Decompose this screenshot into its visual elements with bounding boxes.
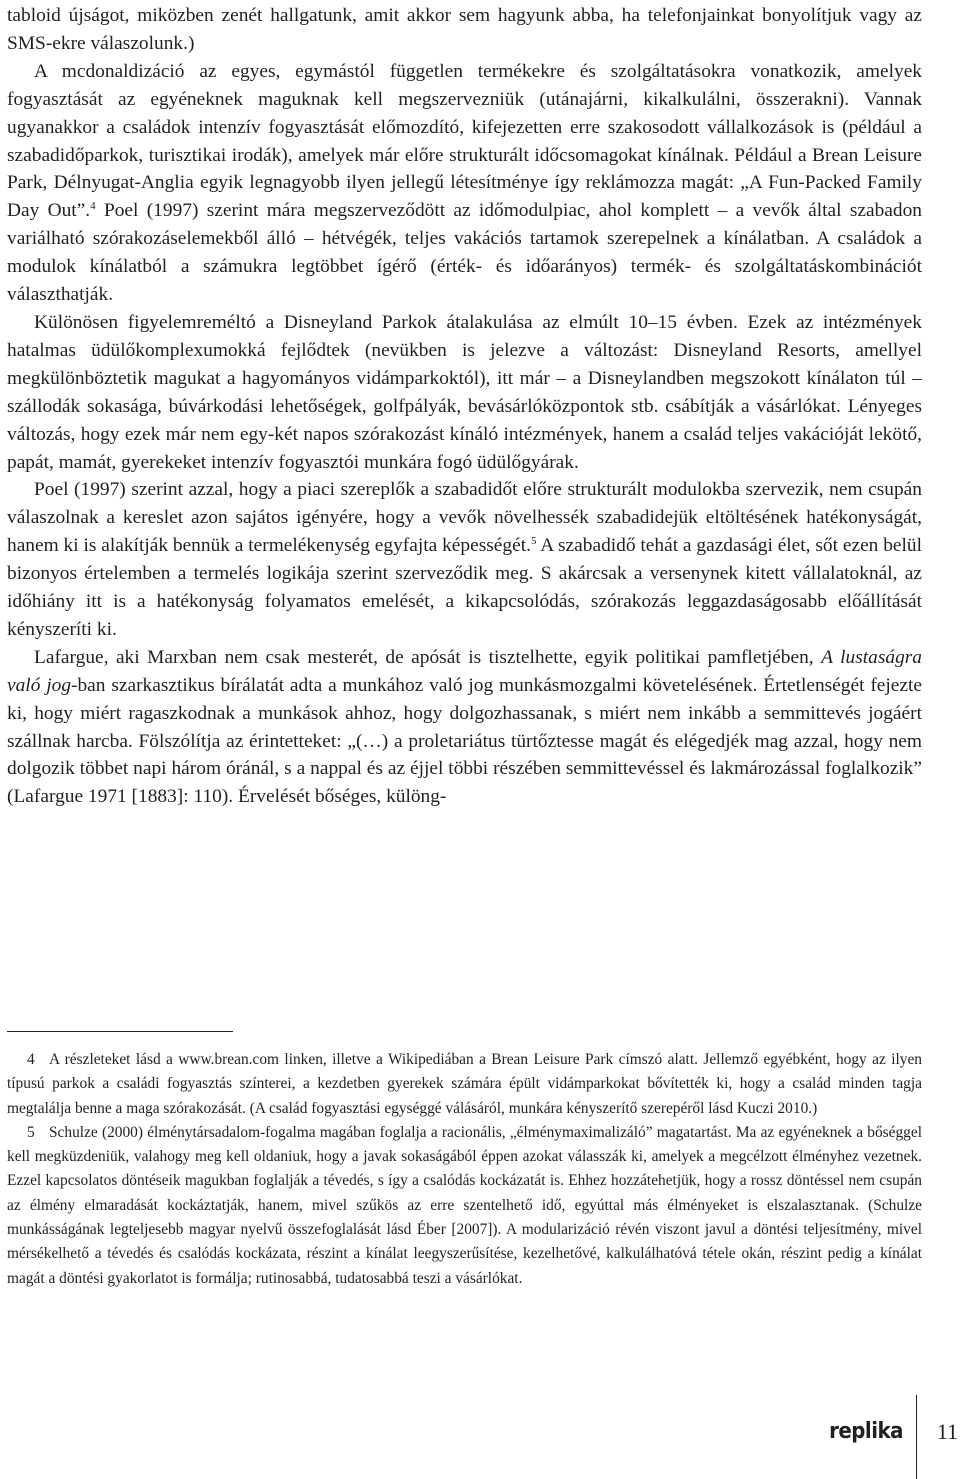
paragraph-4 [7, 476, 922, 643]
paragraph-2-continued: Poel (1997) szerint mára megszerveződött az időmodulpiac, ahol komplett – a vevők által szabadon variálható szórakozáselemekből álló – hétvégék, teljes vakációs tartamok szerepelnek a kínálatban. A családok a modulok kínálatból a számukra legtöbbet ígérő (érték- és időarányos) termék- és szolgáltatáskombinációt választhatják. [7, 200, 922, 306]
footnote-5-text: Schulze (2000) élménytársadalom-fogalma magában foglalja a racionális, „élménymaximalizáló” magatartást. Ma az egyéneknek a bőséggel kell megküzdeniük, valahogy meg kell oldaniuk, hogy a javak sokaságából éppen azokat válasszák ki, amelyek a megcélzott élményhez vezetnek. Ezzel kapcsolatos döntéseik magukban foglalják a tévedés, s így a csalódás kockázatát is. Ehhez hozzátehetjük, hogy a rossz döntéssel nem csupán az élmény elmaradását kockáztatják, hanem, mivel szűkös az erre szentelhető idő, egyúttal más élményeket is elszalasztanak. (Schulze munkásságának legteljesebb magyar nyelvű összefoglalását lásd Éber [2007]). A modularizáció révén viszont javul a döntési teljesítmény, mivel mérsékelhető a tévedés és csalódás kockázata, részint a kínálat leegyszerűsítése, kezelhetővé, kalkulálhatóvá tétele okán, részint pedig a kínálat magát a döntési gyakorlatot is formálja; rutinosabbá, tudatosabbá teszi a vásárlókat. [7, 1123, 922, 1287]
footnote-separator [7, 1031, 233, 1032]
paragraph-4-text: Poel (1997) szerint azzal, hogy a piaci szereplők a szabadidőt előre strukturált modulokba szervezik, nem csupán válaszolnak a kereslet azon sajátos igényére, hogy a vevők növelhessék szabadidejük eltöltésének hatékonyságát, hanem ki is alakítják bennük a termelékenység egyfajta képességét. [7, 479, 922, 557]
footnote-ref-5[interactable]: 5 [530, 535, 537, 548]
page-footer [820, 1395, 960, 1479]
footer-divider [916, 1395, 917, 1479]
paragraph-3: Különösen figyelemreméltó a Disneyland Parkok átalakulása az elmúlt 10–15 évben. Ezek az intézmények hatalmas üdülőkomplexumokká fejlődtek (nevükben is jelezve a változást: Disneyland Resorts, amellyel megkülönböztetik magukat a hagyományos vidámparkoktól), itt már – a Disneylandben megszokott kínálaton túl – szállodák sokasága, búvárkodási lehetőségek, golfpályák, bevásárlóközpontok stb. csábítják a vásárlókat. Lényeges változás, hogy ezek már nem egy-két napos szórakozást kínáló intézmények, hanem a család teljes vakációját lekötő, papát, mamát, gyerekeket intenzív fogyasztói munkára fogó üdülőgyárak. [7, 311, 922, 473]
paragraph-2 [7, 58, 922, 309]
paragraph-5 [7, 644, 922, 811]
paragraph-1: tabloid újságot, miközben zenét hallgatunk, amit akkor sem hagyunk abba, ha telefonjainkat bonyolítjuk vagy az SMS-ekre válaszolunk.) [7, 5, 922, 54]
paragraph-4-continued: A szabadidő tehát a gazdasági élet, sőt ezen belül bizonyos értelemben a termelés logikája szerint szerveződik meg. S akárcsak a versenynek kitett vállalatoknál, az időhiány itt is a hatékonyság folyamatos emelését, a kikapcsolódás, szórakozás leggazdaságosabb előállítását kényszeríti ki. [7, 535, 922, 640]
footnotes [7, 1048, 922, 1291]
footnote-5-number: 5 [27, 1123, 35, 1141]
journal-logo: replika [829, 1419, 903, 1444]
paragraph-5-text-b: -ban szarkasztikus bírálatát adta a munkához való jog munkásmozgalmi követelésének. Értetlenségét fejezte ki, hogy miért ragaszkodnak a munkások ahhoz, hogy dolgozhassanak, s miért nem inkább a semmittevés jogáért szállnak harcba. Fölszólítja az érintetteket: „(…) a proletariátus türtőztesse magát és elégedjék mag azzal, hogy nem dolgozik többet napi három óránál, s a nappal és az éjjel többi részében semmittevéssel és lakmározással foglalkozik” (Lafargue 1971 [1883]: 110). Érvelését bőséges, különg- [7, 674, 922, 808]
footnote-ref-4[interactable]: 4 [90, 200, 96, 213]
footnote-5 [7, 1121, 922, 1291]
footnote-4-text: A részleteket lásd a www.brean.com linken, illetve a Wikipediában a Brean Leisure Park címszó alatt. Jellemző egyébként, hogy az ilyen típusú parkok a családi fogyasztás színterei, a kezdetben gyerekek számára épült vidámparkokat bővítették ki, hogy a család minden tagja megtalálja benne a maga szórakozását. (A család fogyasztási egységgé válásáról, munkára kényszerítő szerepéről lásd Kuczi 2010.) [7, 1051, 922, 1117]
footnote-4 [7, 1048, 922, 1121]
book-title: A lustaságra való jog [7, 646, 923, 696]
footnote-4-number: 4 [27, 1051, 35, 1068]
main-text [7, 2, 922, 811]
page-number: 11 [936, 1419, 958, 1444]
paragraph-2-text: A mcdonaldizáció az egyes, egymástól független termékekre és szolgáltatásokra vonatkozik, amelyek fogyasztását az egyéneknek maguknak kell megszervezniük (utánajárni, kikalkulálni, összerakni). Vannak ugyanakkor a családok intenzív fogyasztását előmozdító, kifejezetten erre szakosodott vállalkozások is (például a szabadidőparkok, turisztikai irodák), amelyek már előre strukturált időcsomagokat kínálnak. Például a Brean Leisure Park, Délnyugat-Anglia egyik legnagyobb ilyen jellegű létesítménye így reklámozza magát: „A Fun-Packed Family Day Out”. [7, 60, 922, 222]
paragraph-5-text-a: Lafargue, aki Marxban nem csak mesterét, de apósát is tisztelhette, egyik politikai pamfletjében, [34, 646, 822, 668]
